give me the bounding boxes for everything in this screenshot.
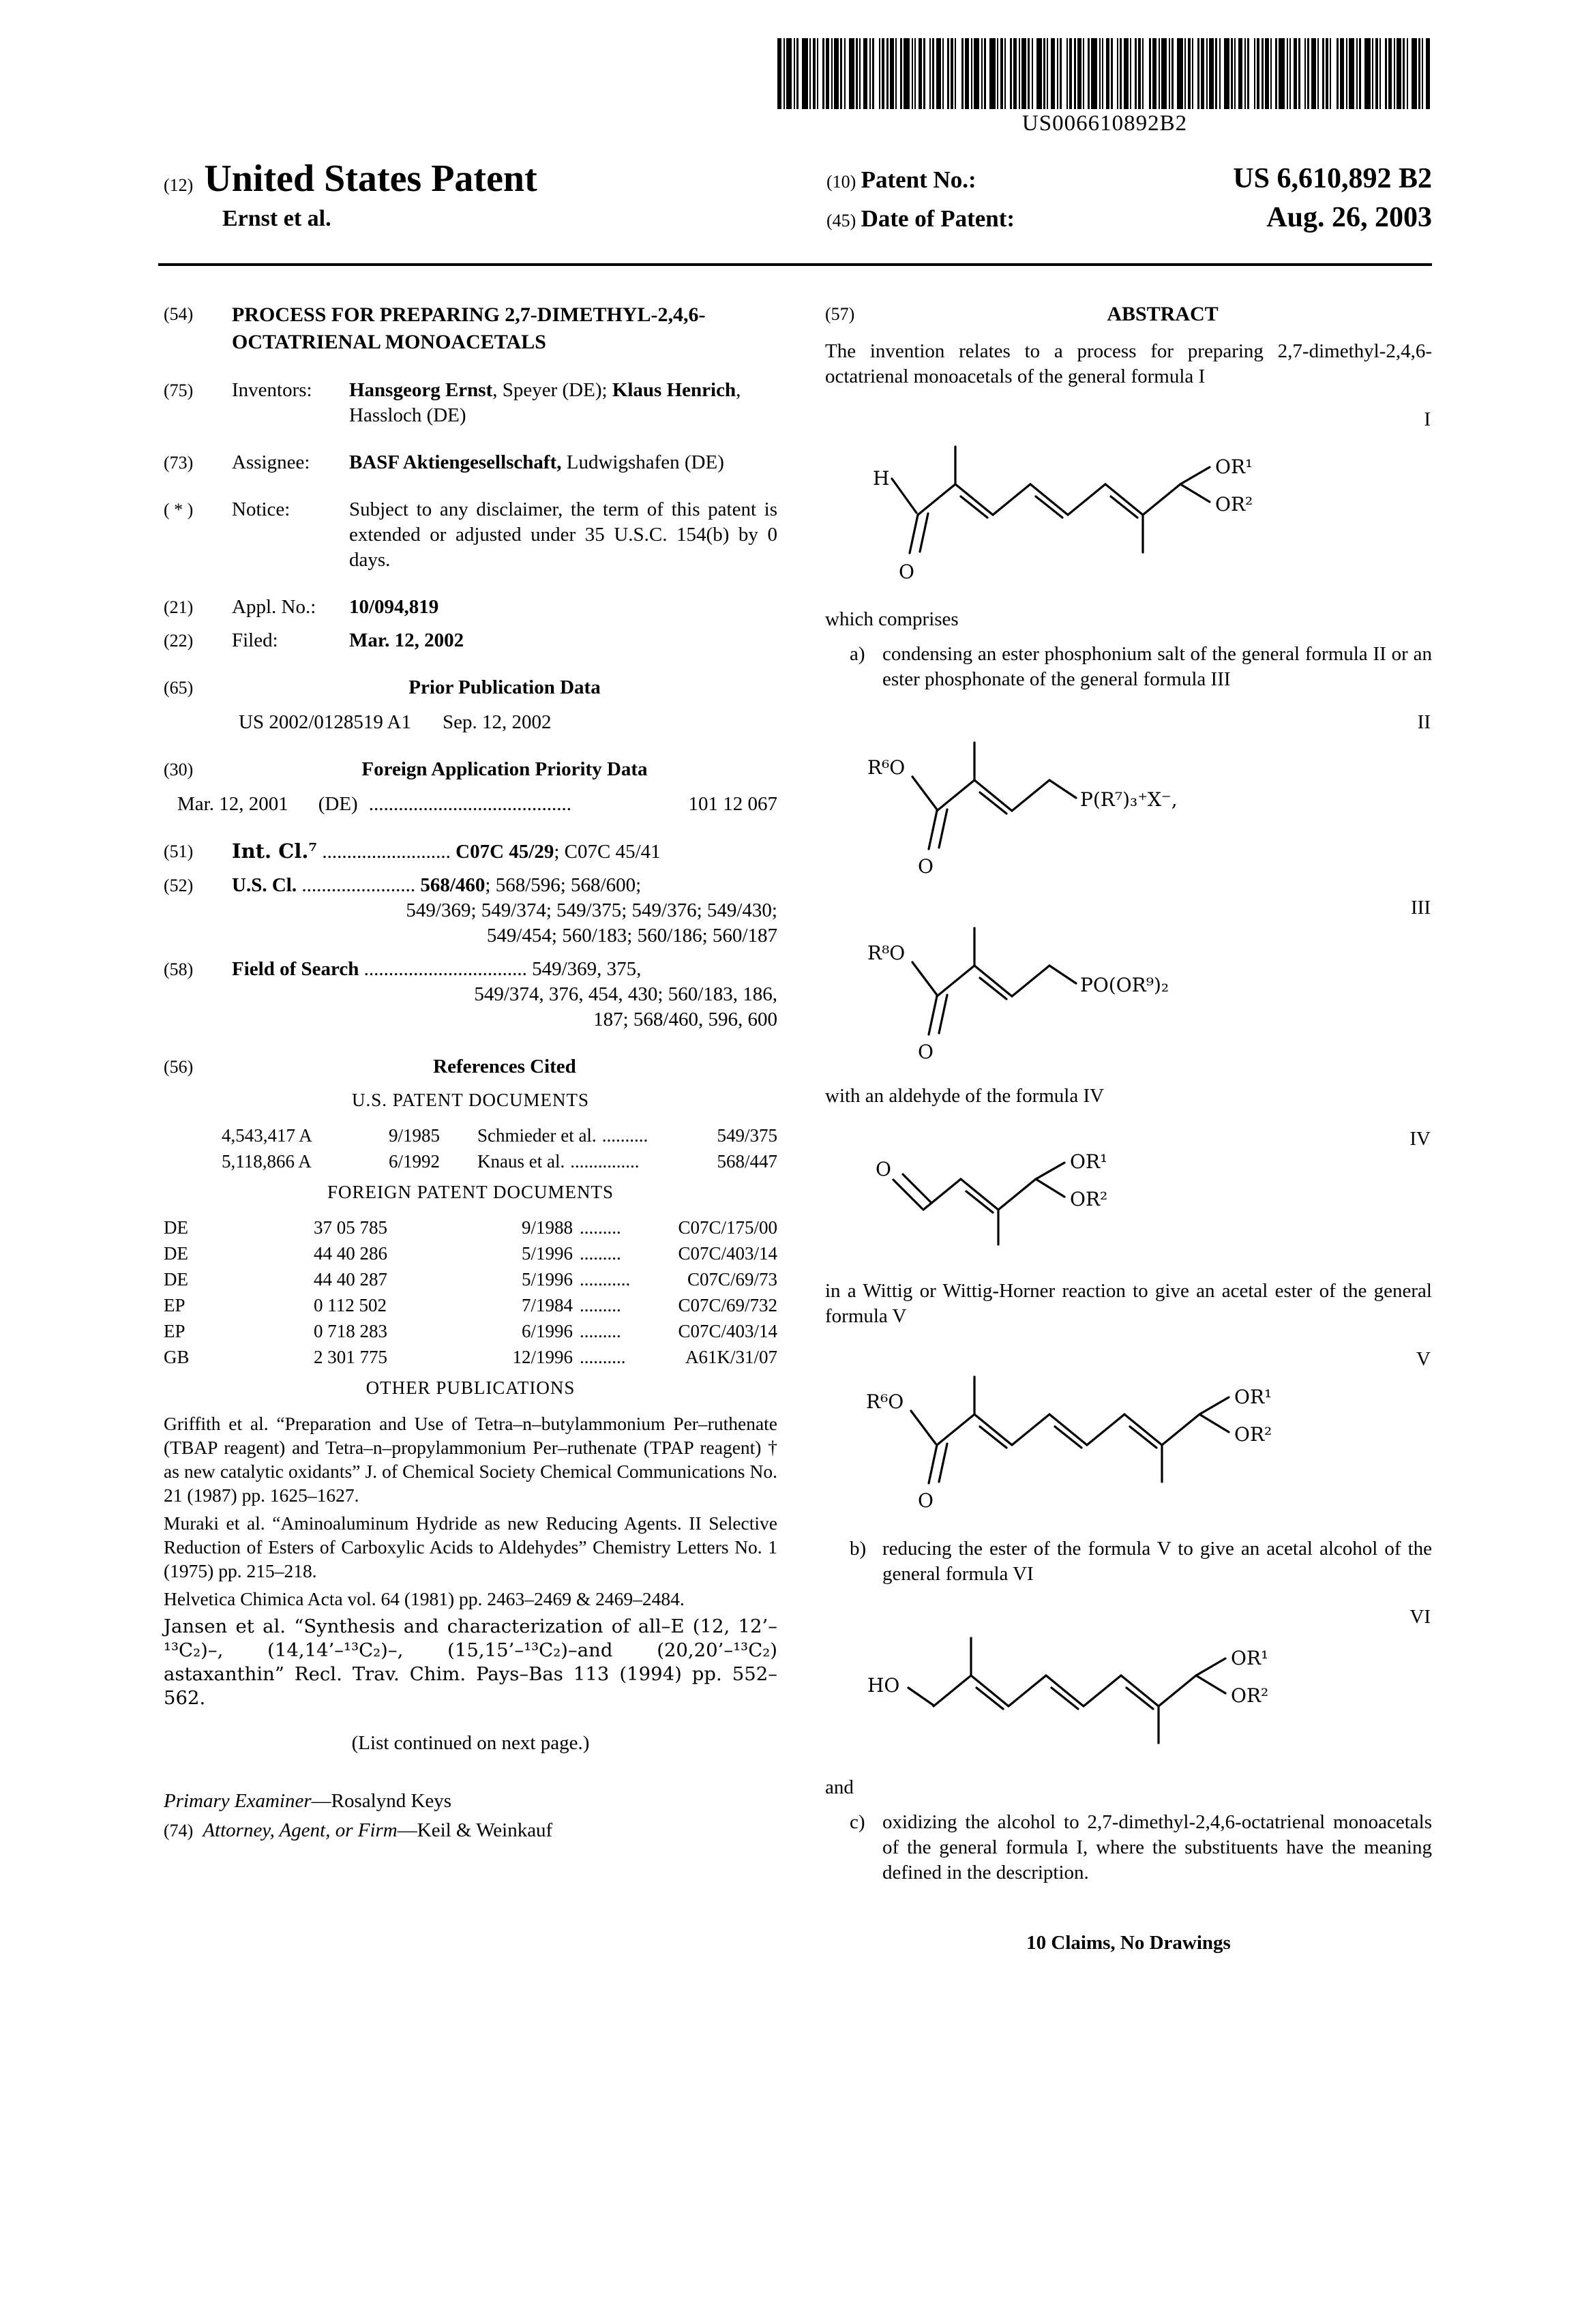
us-cl-value: 568/460	[420, 874, 486, 896]
header-divider	[158, 263, 1432, 266]
abstract-text: The invention relates to a process for preparing 2,7-dimethyl-2,4,6-octatrienal monoacetals of the general formula I	[825, 340, 1432, 387]
publication-item: Helvetica Chimica Acta vol. 64 (1981) pp. 2463–2469 & 2469–2484.	[164, 1588, 685, 1609]
group-label-R8O: R⁸O	[867, 942, 906, 964]
us-doc-row: 5,118,866 A 6/1992 Knaus et al. ............... 568/447	[222, 1151, 777, 1172]
barcode	[777, 38, 1432, 136]
leader-dots: .........	[580, 1295, 621, 1315]
formula-IV-label: IV	[1409, 1128, 1431, 1150]
kind-code: (12)	[164, 175, 194, 195]
us-cl-line3: 549/454; 560/183; 560/186; 560/187	[486, 925, 777, 947]
foreign-doc-row: EP 0 718 283 6/1996 ......... C07C/403/14	[164, 1321, 777, 1341]
group-label-phosphonate: PO(OR⁹)₂	[1080, 974, 1169, 996]
document-type: United States Patent	[204, 158, 537, 200]
notice-text: Subject to any disclaimer, the term of this patent is extended or adjusted under 35 U.S.C. 154(b) by 0 days.	[349, 498, 777, 571]
priority-country: (DE)	[318, 793, 358, 815]
section-assignee	[164, 450, 777, 475]
section-us-cl: (52) U.S. Cl. ....................... 568/460; 568/596; 568/600; 549/369; 549/374; 549/375; 549/376; 549/430; 549/454; 560/183; 560/186; 560/187	[164, 873, 777, 949]
field-of-search-label: Field of Search	[232, 958, 359, 980]
formula-I-label: I	[1424, 408, 1431, 430]
patent-no-code: (10)	[826, 172, 856, 192]
formula-VI	[825, 1606, 1432, 1755]
step-b	[825, 1536, 1432, 1587]
formula-I	[825, 408, 1432, 586]
leader-dots: ..........	[580, 1347, 626, 1367]
field-code-51: (51)	[164, 841, 194, 861]
filed-label: Filed:	[232, 629, 278, 651]
section-filed	[164, 628, 777, 653]
structure-formula-IV	[858, 1132, 1335, 1258]
body-columns	[164, 301, 1432, 1956]
foreign-doc-row: EP 0 112 502 7/1984 ......... C07C/69/732	[164, 1295, 777, 1315]
left-column	[164, 301, 777, 1956]
atom-label-O: O	[918, 1041, 934, 1063]
barcode-image	[777, 38, 1432, 109]
step-a-text: condensing an ester phosphonium salt of the general formula II or an ester phosphonate of the general formula III	[882, 643, 1432, 690]
leader-dots: .........	[580, 1321, 621, 1341]
structure-formula-VI	[858, 1610, 1349, 1755]
foreign-doc-row: DE 44 40 286 5/1996 ......... C07C/403/14	[164, 1243, 777, 1264]
appl-label: Appl. No.:	[232, 596, 316, 618]
group-label-OR1: OR¹	[1231, 1647, 1269, 1669]
date-value: Aug. 26, 2003	[1266, 202, 1432, 233]
field-code-58: (58)	[164, 959, 194, 979]
group-label-HO: HO	[867, 1674, 900, 1697]
structure-formula-III	[858, 901, 1335, 1063]
formula-V	[825, 1348, 1432, 1516]
group-label-OR1: OR¹	[1215, 456, 1253, 478]
atom-label-O: O	[918, 1489, 934, 1512]
leader-dots: ..........	[601, 1125, 648, 1146]
field-of-search-value: 549/369, 375,	[532, 958, 642, 980]
examiner-block	[164, 1789, 777, 1843]
section-inventors	[164, 378, 777, 428]
section-appl-no	[164, 595, 777, 620]
field-code-notice: ( * )	[164, 500, 194, 520]
structure-formula-II	[858, 715, 1335, 878]
formula-IV	[825, 1128, 1432, 1258]
patent-no-label: Patent No.:	[861, 166, 976, 193]
claims-summary: 10 Claims, No Drawings	[1026, 1932, 1231, 1954]
abstract-header	[825, 301, 1432, 327]
field-code-22: (22)	[164, 631, 194, 651]
group-label-OR1: OR¹	[1070, 1150, 1108, 1173]
step-c-text: oxidizing the alcohol to 2,7-dimethyl-2,4,6-octatrienal monoacetals of the general formula I, where the substituents have the meaning defined in the description.	[882, 1811, 1432, 1883]
wittig-text: in a Wittig or Wittig-Horner reaction to give an acetal ester of the general formula V	[825, 1280, 1432, 1327]
formula-VI-label: VI	[1409, 1606, 1431, 1628]
date-label: Date of Patent:	[861, 205, 1015, 232]
step-b-text: reducing the ester of the formula V to give an acetal alcohol of the general formula VI	[882, 1538, 1432, 1585]
int-cl-value: C07C 45/29	[456, 841, 554, 863]
formula-II	[825, 711, 1432, 878]
priority-number: 101 12 067	[688, 793, 777, 815]
priority-date: Mar. 12, 2001	[177, 793, 288, 815]
foreign-patent-docs-heading: FOREIGN PATENT DOCUMENTS	[327, 1182, 614, 1202]
field-code-75: (75)	[164, 381, 194, 400]
notice-label: Notice:	[232, 498, 290, 520]
group-label-R6O: R⁶O	[866, 1390, 904, 1413]
field-code-74: (74)	[164, 1821, 194, 1841]
leader-dots: .......................	[297, 874, 421, 896]
list-continued-note: (List continued on next page.)	[351, 1732, 590, 1754]
field-code-56: (56)	[164, 1057, 194, 1077]
atom-label-O: O	[899, 561, 914, 583]
foreign-doc-row: GB 2 301 775 12/1996 .......... A61K/31/07	[164, 1347, 777, 1367]
publication-item: Muraki et al. “Aminoaluminum Hydride as new Reducing Agents. II Selective Reduction of Esters of Carboxylic Acids to Aldehydes” Chemistry Letters No. 1 (1975) pp. 215–218.	[164, 1513, 777, 1581]
foreign-doc-row: DE 44 40 287 5/1996 ........... C07C/69/73	[164, 1269, 777, 1290]
int-cl-label: Int. Cl.⁷	[232, 839, 318, 863]
field-code-54: (54)	[164, 304, 194, 324]
other-publications-heading: OTHER PUBLICATIONS	[365, 1377, 576, 1398]
field-code-65: (65)	[164, 678, 194, 698]
leader-dots: .........................................	[368, 793, 571, 815]
invention-title: PROCESS FOR PREPARING 2,7-DIMETHYL-2,4,6-OCTATRIENAL MONOACETALS	[232, 303, 706, 353]
inventor-short: Ernst et al.	[222, 206, 331, 231]
step-c-marker: c)	[850, 1811, 865, 1833]
field-code-30: (30)	[164, 760, 194, 779]
foreign-doc-row: DE 37 05 785 9/1988 ......... C07C/175/00	[164, 1217, 777, 1238]
field-code-52: (52)	[164, 876, 194, 895]
leader-dots: ...........	[580, 1269, 631, 1290]
us-patent-docs-heading: U.S. PATENT DOCUMENTS	[351, 1090, 590, 1110]
publication-item: Jansen et al. “Synthesis and characterization of all–E (12, 12’–¹³C₂)–, (14,14’–¹³C₂)–, (15,15’–¹³C₂)–and (20,20’–¹³C₂) astaxanthin” Recl. Trav. Chim. Pays–Bas 113 (1994) pp. 552–562.	[164, 1615, 777, 1709]
inventors-label: Inventors:	[232, 379, 312, 401]
section-prior-publication	[164, 675, 777, 735]
and-text: and	[825, 1776, 854, 1798]
header-left	[164, 158, 537, 231]
references-heading: References Cited	[433, 1056, 576, 1077]
date-code: (45)	[826, 211, 856, 230]
us-cl-label: U.S. Cl.	[232, 874, 297, 896]
foreign-priority-heading: Foreign Application Priority Data	[361, 758, 648, 780]
section-field-of-search	[164, 957, 777, 1032]
group-label-R6O: R⁶O	[867, 756, 906, 779]
with-aldehyde-text: with an aldehyde of the formula IV	[825, 1085, 1105, 1107]
which-comprises-text: which comprises	[825, 608, 959, 630]
us-cl-line2: 549/369; 549/374; 549/375; 549/376; 549/430;	[406, 899, 777, 921]
primary-examiner-line: Primary Examiner—Rosalynd Keys	[164, 1790, 452, 1812]
field-line3: 187; 568/460, 596, 600	[593, 1009, 777, 1030]
section-foreign-priority	[164, 757, 777, 817]
atom-label-H: H	[873, 467, 890, 490]
assignee-name: BASF Aktiengesellschaft, Ludwigshafen (DE)	[349, 451, 724, 473]
atom-label-O: O	[876, 1158, 891, 1180]
filed-value: Mar. 12, 2002	[349, 629, 464, 651]
group-label-OR2: OR²	[1234, 1423, 1272, 1446]
group-label-phosphonium: P(R⁷)₃⁺X⁻,	[1080, 788, 1178, 811]
section-references	[164, 1054, 777, 1079]
publication-item: Griffith et al. “Preparation and Use of Tetra–n–butylammonium Per–ruthenate (TBAP reagent) and Tetra–n–propylammonium Per–ruthenate (TPAP reagent) † as new catalytic oxidants” J. of Chemical Society Chemical Communications No. 21 (1987) pp. 1625–1627.	[164, 1413, 777, 1506]
leader-dots: ..........................	[317, 841, 456, 863]
formula-II-label: II	[1417, 711, 1431, 733]
structure-formula-V	[858, 1352, 1349, 1516]
field-line2: 549/374, 376, 454, 430; 560/183, 186,	[474, 983, 777, 1005]
attorney-line: (74) Attorney, Agent, or Firm—Keil & Weinkauf	[164, 1819, 553, 1841]
prior-pub-date: Sep. 12, 2002	[442, 711, 552, 733]
prior-pub-line	[232, 710, 777, 735]
appl-value: 10/094,819	[349, 596, 439, 618]
field-code-73: (73)	[164, 453, 194, 473]
prior-pub-heading: Prior Publication Data	[408, 676, 601, 698]
abstract-heading: ABSTRACT	[1107, 303, 1219, 325]
section-notice	[164, 497, 777, 573]
right-column	[825, 301, 1432, 1956]
formula-III-label: III	[1411, 897, 1431, 919]
group-label-OR2: OR²	[1070, 1188, 1108, 1210]
leader-dots: .........	[580, 1243, 621, 1264]
section-title	[164, 301, 777, 356]
foreign-priority-line	[164, 792, 777, 817]
us-doc-row: 4,543,417 A 9/1985 Schmieder et al. .......... 549/375	[222, 1125, 777, 1146]
assignee-label: Assignee:	[232, 451, 310, 473]
patent-no-value: US 6,610,892 B2	[1233, 163, 1432, 194]
header-right	[826, 163, 1432, 244]
formula-III	[825, 897, 1432, 1063]
field-code-57: (57)	[825, 304, 855, 324]
step-a-marker: a)	[850, 643, 865, 665]
step-c	[825, 1810, 1432, 1886]
structure-formula-I	[858, 413, 1335, 586]
leader-dots: .........	[580, 1217, 621, 1238]
prior-pub-number: US 2002/0128519 A1	[239, 711, 411, 733]
inventors-names: Hansgeorg Ernst, Speyer (DE); Klaus Henrich, Hassloch (DE)	[349, 379, 741, 426]
leader-dots: .................................	[359, 958, 533, 980]
group-label-OR1: OR¹	[1234, 1386, 1272, 1408]
formula-V-label: V	[1416, 1348, 1431, 1370]
atom-label-O: O	[918, 855, 934, 878]
group-label-OR2: OR²	[1215, 493, 1253, 516]
step-b-marker: b)	[850, 1538, 867, 1560]
step-a	[825, 642, 1432, 692]
leader-dots: ...............	[570, 1151, 640, 1172]
barcode-number: US006610892B2	[1021, 111, 1188, 136]
group-label-OR2: OR²	[1231, 1684, 1269, 1707]
field-code-21: (21)	[164, 597, 194, 617]
section-int-cl: (51) Int. Cl.⁷ .......................... C07C 45/29; C07C 45/41	[164, 839, 777, 865]
